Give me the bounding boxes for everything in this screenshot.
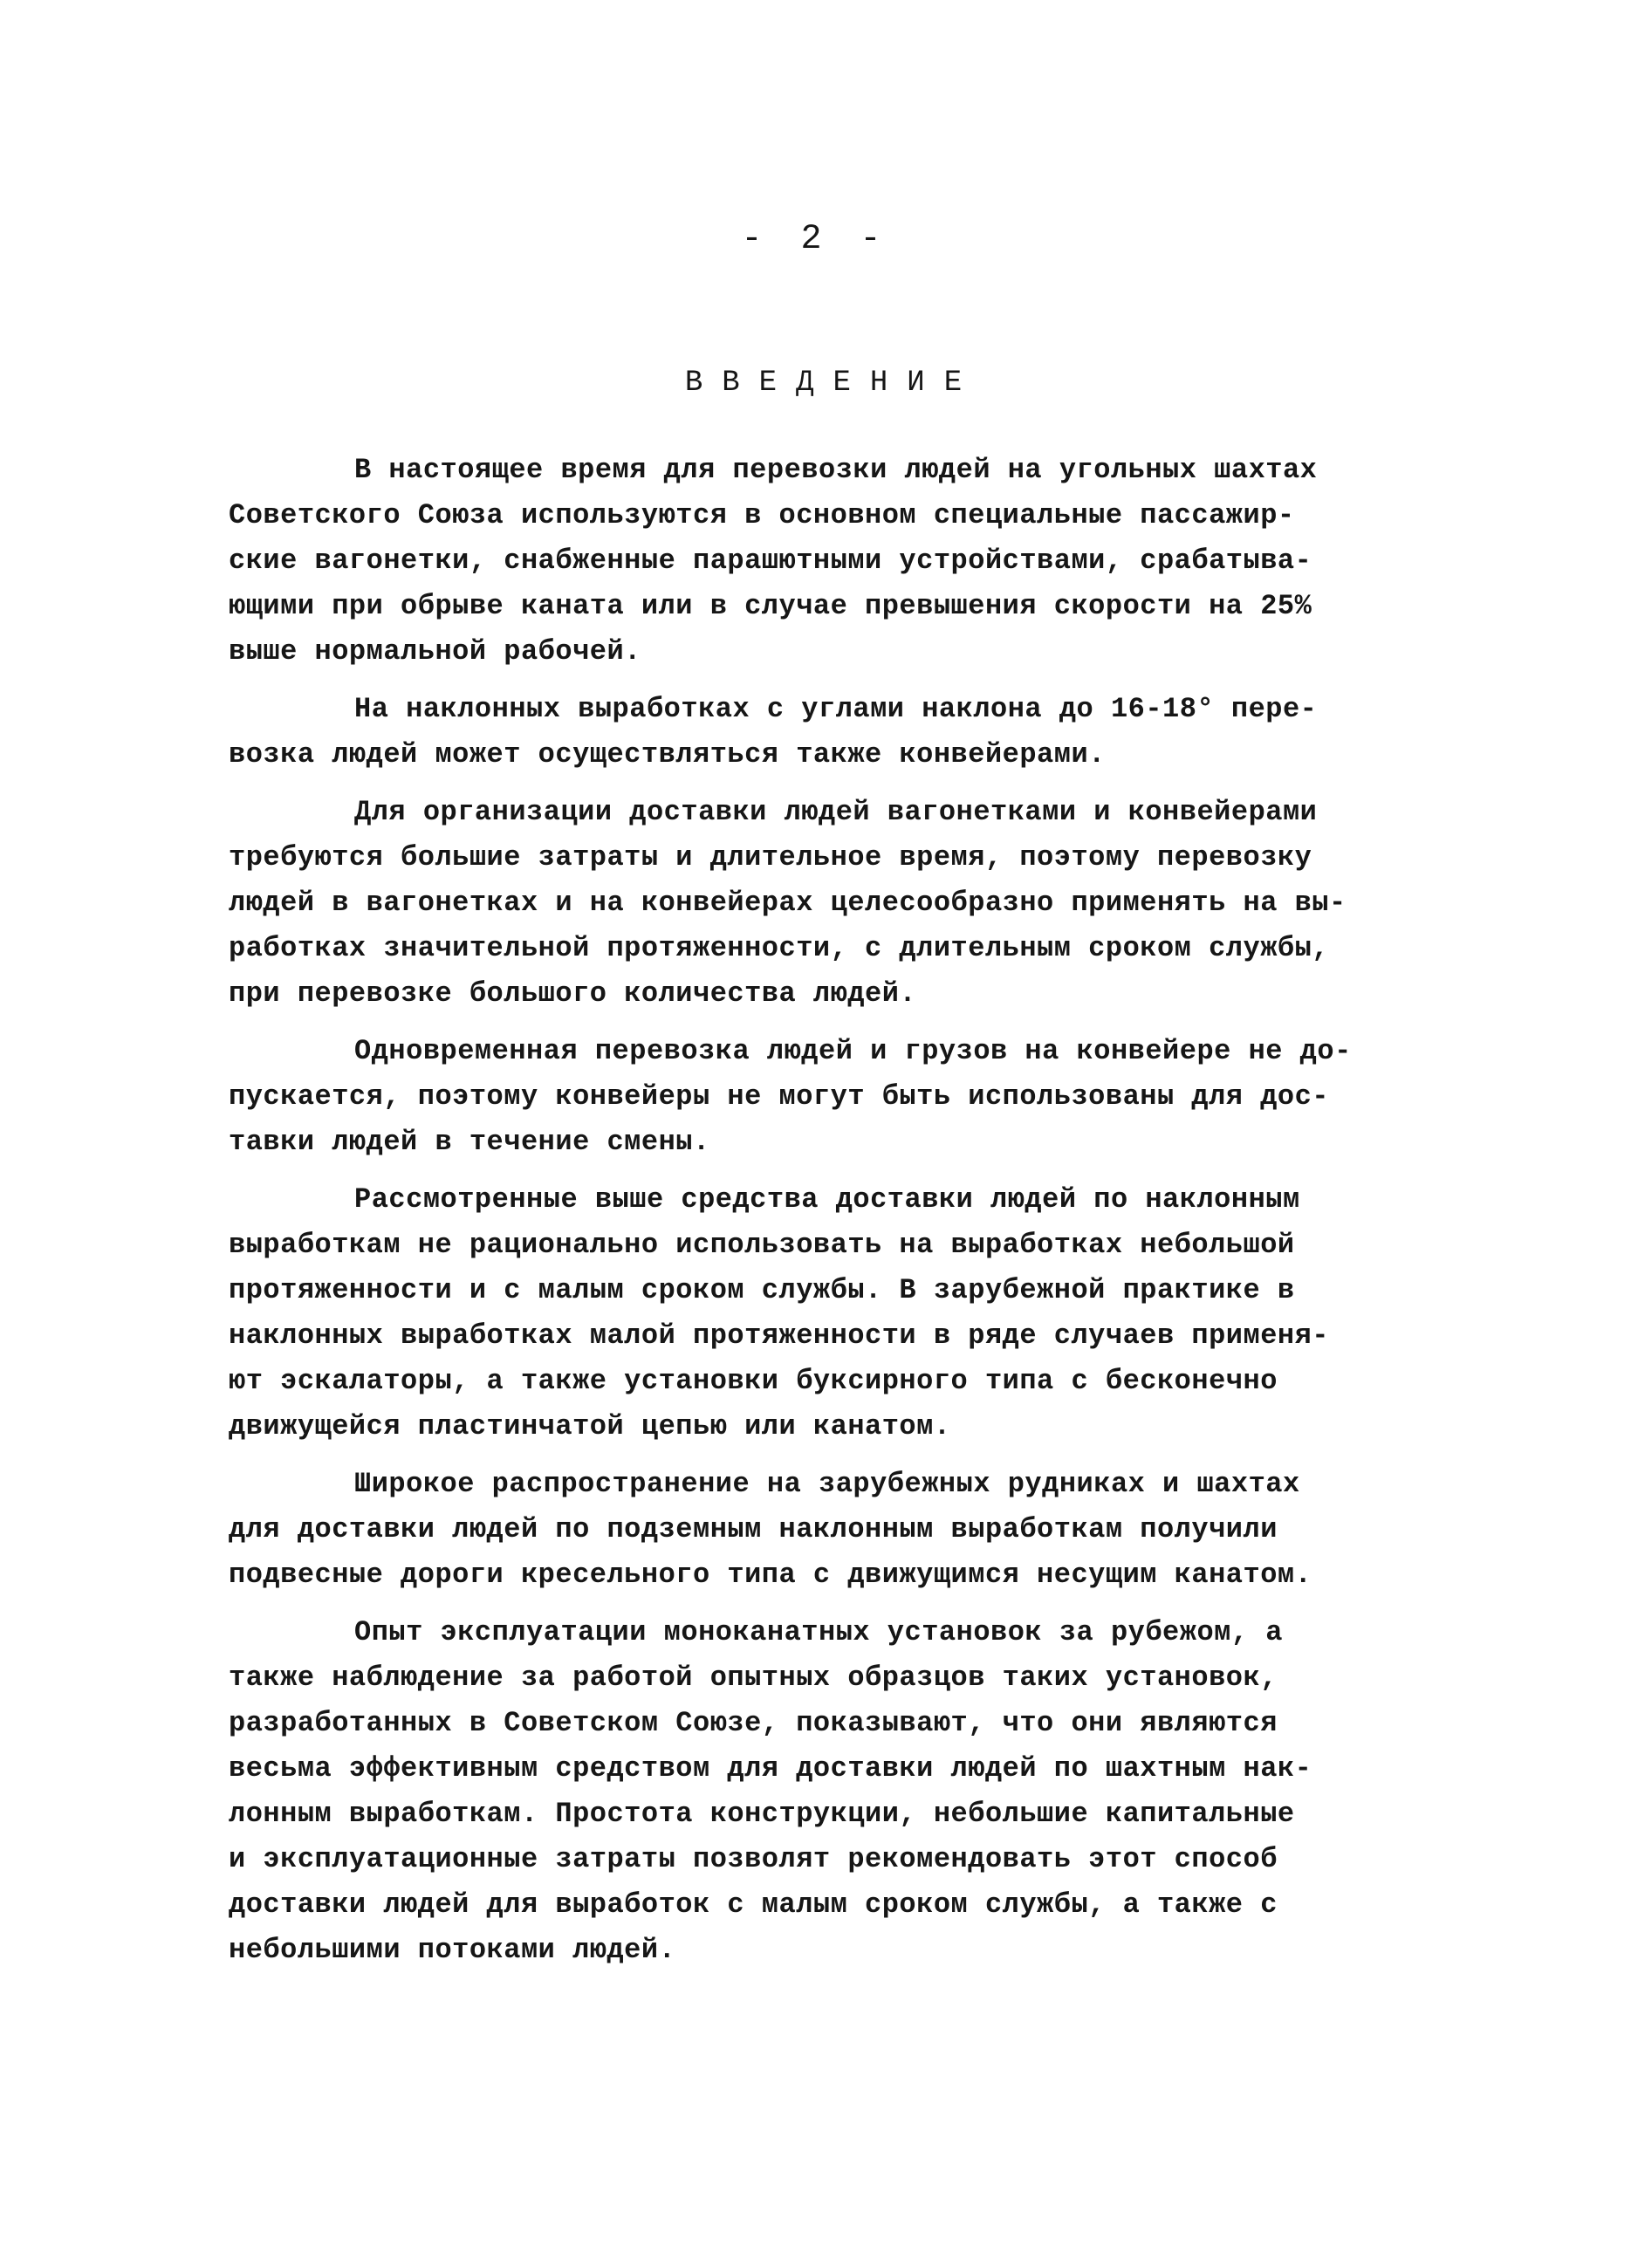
text-line: при перевозке большого количества людей. [229,977,917,1010]
section-heading: ВВЕДЕНИЕ [684,367,982,400]
text-line: протяженности и с малым сроком службы. В зарубежной практике в [229,1274,1295,1306]
text-line: лонным выработкам. Простота конструкции, небольшие капитальные [229,1798,1295,1830]
text-line: доставки людей для выработок с малым сроком службы, а также с [229,1888,1278,1921]
text-line: выше нормальной рабочей. [229,635,641,668]
text-line: ют эскалаторы, а также установки буксирного типа с бесконечно [229,1365,1278,1397]
text-line: для доставки людей по подземным наклонным выработкам получили [229,1513,1278,1545]
text-line: небольшими потоками людей. [229,1934,676,1966]
text-line: выработкам не рационально использовать на выработках небольшой [229,1229,1295,1261]
text-line: пускается, поэтому конвейеры не могут быть использованы для дос- [229,1080,1329,1113]
text-line: работках значительной протяженности, с длительным сроком службы, [229,932,1329,964]
text-line: наклонных выработках малой протяженности в ряде случаев применя- [229,1319,1329,1352]
text-line: движущейся пластинчатой цепью или канатом. [229,1410,951,1442]
text-line: также наблюдение за работой опытных образцов таких установок, [229,1662,1278,1694]
text-line: весьма эффективным средством для доставки людей по шахтным нак- [229,1752,1312,1785]
page-number: - 2 - [741,220,890,259]
text-line: На наклонных выработках с углами наклона до 16-18° пере- [354,693,1318,725]
text-line: возка людей может осуществляться также конвейерами. [229,738,1106,771]
text-line: тавки людей в течение смены. [229,1126,710,1158]
text-line: В настоящее время для перевозки людей на угольных шахтах [354,454,1318,486]
text-line: Советского Союза используются в основном специальные пассажир- [229,499,1295,531]
text-line: Для организации доставки людей вагонетками и конвейерами [354,796,1318,828]
text-line: ские вагонетки, снабженные парашютными устройствами, срабатыва- [229,545,1312,577]
text-line: разработанных в Советском Союзе, показывают, что они являются [229,1707,1278,1739]
text-line: требуются большие затраты и длительное время, поэтому перевозку [229,841,1312,874]
text-line: Рассмотренные выше средства доставки людей по наклонным [354,1183,1300,1216]
text-line: ющими при обрыве каната или в случае превышения скорости на 25% [229,590,1312,622]
text-line: и эксплуатационные затраты позволят рекомендовать этот способ [229,1843,1278,1875]
text-line: Опыт эксплуатации моноканатных установок за рубежом, а [354,1616,1283,1648]
text-line: подвесные дороги кресельного типа с движущимся несущим канатом. [229,1559,1312,1591]
text-line: людей в вагонетках и на конвейерах целесообразно применять на вы- [229,887,1347,919]
text-line: Широкое распространение на зарубежных рудниках и шахтах [354,1468,1300,1500]
text-line: Одновременная перевозка людей и грузов на конвейере не до- [354,1035,1352,1067]
